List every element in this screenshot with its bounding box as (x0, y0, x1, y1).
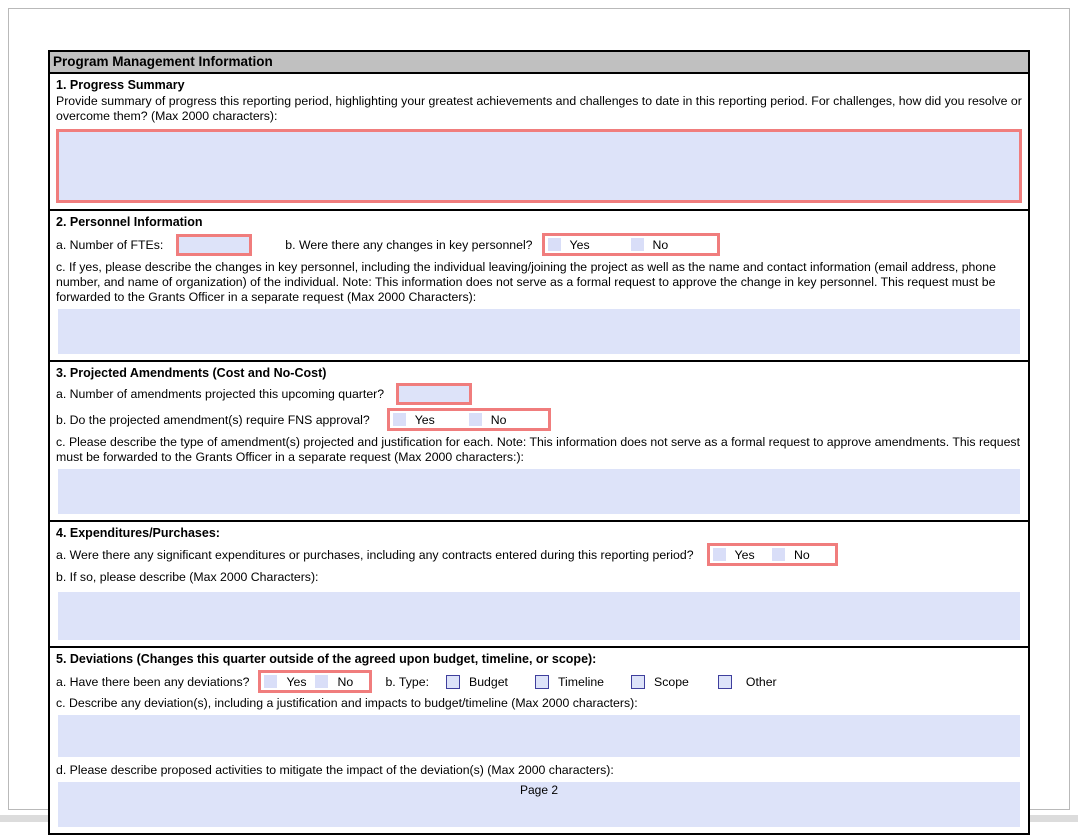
amendments-describe-textarea[interactable] (58, 469, 1020, 514)
expenditures-yesno-group (707, 543, 838, 566)
section-5-title: 5. Deviations (Changes this quarter outside of the agreed upon budget, timeline, or scope): (56, 652, 597, 666)
no-checkbox[interactable] (631, 238, 644, 251)
key-personnel-no-option[interactable] (631, 236, 714, 253)
yes-checkbox[interactable] (264, 675, 277, 688)
key-personnel-yesno-group (542, 233, 720, 256)
no-label: No (490, 412, 507, 427)
section-progress-summary (50, 74, 1028, 211)
section-2-title: 2. Personnel Information (56, 215, 203, 229)
timeline-label: Timeline (557, 674, 604, 689)
fns-approval-label: b. Do the projected amendment(s) require FNS approval? (56, 412, 370, 427)
form-section-header (50, 52, 1028, 74)
deviations-question-label: a. Have there been any deviations? (56, 674, 250, 689)
no-label: No (652, 237, 669, 252)
yes-label: Yes (414, 412, 435, 427)
amendments-describe-label: c. Please describe the type of amendment(s) projected and justification for each. Note: This information does not serve as a formal request to approve amendments. This request must be forwarded to the Grants Officer in a separate request (Max 2000 characters:): (56, 435, 1020, 464)
deviation-type-other-option[interactable] (718, 675, 777, 689)
expenditures-yes-option[interactable] (713, 546, 773, 563)
key-personnel-describe-label: c. If yes, please describe the changes in key personnel, including the individual leaving/joining the project as well as the name and contact information (email address, phone number, and name of organization) of the individual. Note: This information does not serve as a formal request to approve the change in key personnel. This request must be forwarded to the Grants Officer in a separate request (Max 2000 Characters): (56, 260, 996, 304)
form-container (48, 50, 1030, 835)
scope-label: Scope (654, 674, 689, 689)
section-projected-amendments (50, 362, 1028, 522)
key-personnel-change-label: b. Were there any changes in key personnel? (285, 237, 533, 252)
form-title: Program Management Information (53, 54, 273, 69)
progress-summary-description: Provide summary of progress this reporting period, highlighting your greatest achievements and challenges to date in this reporting period. For challenges, how did you resolve or overcome them? (Max 2000 characters): (56, 94, 1022, 123)
section-1-title: 1. Progress Summary (56, 78, 185, 92)
yes-checkbox[interactable] (713, 548, 726, 561)
no-checkbox[interactable] (772, 548, 785, 561)
amendments-number-label: a. Number of amendments projected this upcoming quarter? (56, 387, 385, 401)
section-deviations (50, 648, 1028, 827)
scope-checkbox[interactable] (631, 675, 645, 689)
other-checkbox[interactable] (718, 675, 732, 689)
expenditures-describe-label: b. If so, please describe (Max 2000 Characters): (56, 570, 319, 584)
deviations-yes-option[interactable] (264, 673, 315, 690)
deviation-describe-textarea[interactable] (58, 715, 1020, 757)
no-label: No (794, 547, 810, 562)
ftes-label: a. Number of FTEs: (56, 237, 164, 252)
expenditures-question-label: a. Were there any significant expenditures or purchases, including any contracts entered during this reporting period? (56, 547, 694, 562)
section-personnel-information (50, 211, 1028, 362)
other-label: Other (745, 674, 777, 689)
budget-checkbox[interactable] (446, 675, 460, 689)
fns-approval-yesno-group (387, 408, 551, 431)
deviation-describe-label: c. Describe any deviation(s), including a justification and impacts to budget/timeline (Max 2000 characters): (56, 696, 638, 710)
yes-label: Yes (734, 547, 755, 562)
yes-label: Yes (569, 237, 590, 252)
deviation-type-budget-option[interactable] (446, 675, 508, 689)
key-personnel-describe-textarea[interactable] (58, 309, 1020, 354)
section-3-title: 3. Projected Amendments (Cost and No-Cost) (56, 366, 327, 380)
yes-checkbox[interactable] (393, 413, 406, 426)
deviation-type-timeline-option[interactable] (535, 675, 604, 689)
timeline-checkbox[interactable] (535, 675, 549, 689)
key-personnel-yes-option[interactable] (548, 236, 631, 253)
section-expenditures-purchases (50, 522, 1028, 648)
fns-approval-yes-option[interactable] (393, 411, 469, 428)
expenditures-no-option[interactable] (772, 546, 832, 563)
ftes-input[interactable] (176, 234, 252, 256)
no-checkbox[interactable] (315, 675, 328, 688)
amendments-number-input[interactable] (396, 383, 472, 405)
yes-label: Yes (286, 674, 307, 689)
page-number: Page 2 (519, 783, 559, 797)
deviation-type-label: b. Type: (385, 674, 429, 689)
deviations-no-option[interactable] (315, 673, 366, 690)
deviation-type-scope-option[interactable] (631, 675, 689, 689)
expenditures-describe-textarea[interactable] (58, 592, 1020, 640)
no-label: No (337, 674, 354, 689)
budget-label: Budget (469, 674, 508, 689)
deviation-mitigation-label: d. Please describe proposed activities to mitigate the impact of the deviation(s) (Max 2000 characters): (56, 763, 614, 777)
progress-summary-textarea[interactable] (56, 129, 1022, 203)
fns-approval-no-option[interactable] (469, 411, 545, 428)
yes-checkbox[interactable] (548, 238, 561, 251)
section-4-title: 4. Expenditures/Purchases: (56, 526, 220, 540)
no-checkbox[interactable] (469, 413, 482, 426)
deviations-yesno-group (258, 670, 372, 693)
